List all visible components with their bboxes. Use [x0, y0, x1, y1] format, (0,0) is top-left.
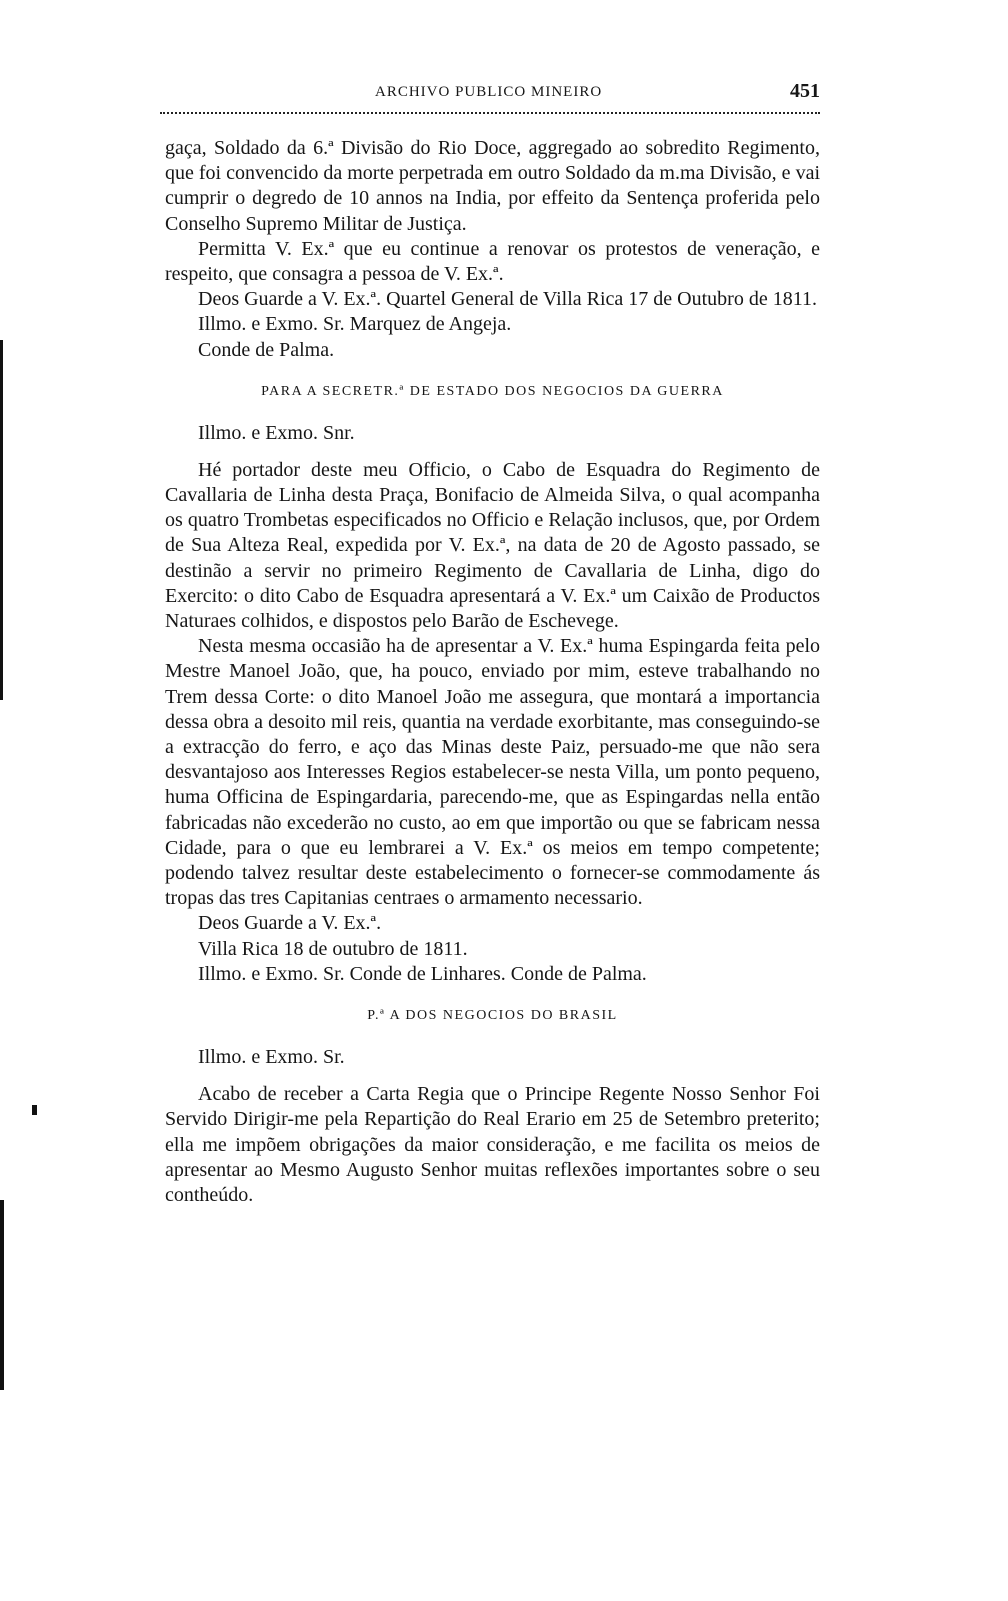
letter2-paragraph-1: Hé portador deste meu Officio, o Cabo de Esquadra do Regimento de Cavallaria de Linha desta Praça, Bonifacio de Almeida Silva, o qual acompanha os quatro Trombetas especificados no Officio e Relação inclusos, que, por Ordem de Sua Alteza Real, expedida por V. Ex.ª, na data de 20 de Agosto passado, se destinão a servir no primeiro Regimento de Cavallaria de Linha, digo do Exercito: o dito Cabo de Esquadra apresentará a V. Ex.ª um Caixão de Productos Naturaes colhidos, e dispostos pelo Barão de Eschevege. [165, 458, 820, 633]
letter1-addressee: Illmo. e Exmo. Sr. Marquez de Angeja. [198, 313, 512, 336]
letter3-salutation: Illmo. e Exmo. Sr. [198, 1046, 345, 1069]
margin-speck [32, 1105, 37, 1115]
page-header [160, 78, 820, 108]
page-body [165, 136, 820, 1208]
letter1-paragraph-3: Deos Guarde a V. Ex.ª. Quartel General de Villa Rica 17 de Outubro de 1811. [198, 288, 817, 311]
left-margin-bar [0, 340, 3, 700]
letter1-signature: Conde de Palma. [198, 338, 335, 361]
letter2-closing-place-date: Villa Rica 18 de outubro de 1811. [198, 937, 468, 960]
letter2-salutation: Illmo. e Exmo. Snr. [198, 421, 355, 444]
left-margin-bar-lower [0, 1200, 4, 1390]
letter3-paragraph-1: Acabo de receber a Carta Regia que o Principe Regente Nosso Senhor Foi Servido Dirigir-me pela Repartição do Real Erario em 25 de Setembro preterito; ella me impõem obrigações da maior consideração, e me facilita os meios de apresentar ao Mesmo Augusto Senhor muitas reflexões importantes sobre o seu contheúdo. [165, 1083, 820, 1206]
running-title: ARCHIVO PUBLICO MINEIRO [375, 84, 603, 100]
letter2-closing-addressee: Illmo. e Exmo. Sr. Conde de Linhares. Conde de Palma. [198, 962, 647, 985]
letter2-closing-greeting: Deos Guarde a V. Ex.ª. [198, 912, 382, 935]
header-rule [160, 112, 820, 114]
letter1-paragraph-2: Permitta V. Ex.ª que eu continue a renovar os protestos de veneração, e respeito, que consagra a pessoa de V. Ex.ª. [165, 237, 820, 286]
page-number: 451 [790, 80, 820, 102]
letter2-paragraph-2: Nesta mesma occasião ha de apresentar a V. Ex.ª huma Espingarda feita pelo Mestre Manoel João, que, ha pouco, enviado por mim, esteve trabalhando no Trem dessa Corte: o dito Manoel João me assegura, que montará a importancia dessa obra a desoito mil reis, quantia na verdade exorbitante, mas conseguindo-se a extracção do ferro, e aço das Minas deste Paiz, persuado-me que não sera desvantajoso aos Interesses Regios estabelecer-se nesta Villa, um ponto pequeno, huma Officina de Espingardaria, parecendo-me, que as Espingardas nella então fabricadas não excederão no custo, ao em que importão ou que se fabricam nessa Cidade, para o que eu lembrarei a V. Ex.ª os meios em tempo competente; podendo talvez resultar deste estabelecimento o fornecer-se commodamente ás tropas das tres Capitanias centraes o armamento necessario. [165, 635, 820, 910]
letter1-paragraph-1: gaça, Soldado da 6.ª Divisão do Rio Doce, aggregado ao sobredito Regimento, que foi convencido da morte perpetrada em outro Soldado da m.ma Divisão, e vai cumprir o degredo de 10 annos na India, por effeito da Sentença proferida pelo Conselho Supremo Militar de Justiça. [165, 137, 820, 235]
section-heading-guerra: PARA A SECRETR.ª DE ESTADO DOS NEGOCIOS DA GUERRA [261, 383, 724, 399]
section-heading-brasil: P.ª A DOS NEGOCIOS DO BRASIL [367, 1008, 618, 1024]
